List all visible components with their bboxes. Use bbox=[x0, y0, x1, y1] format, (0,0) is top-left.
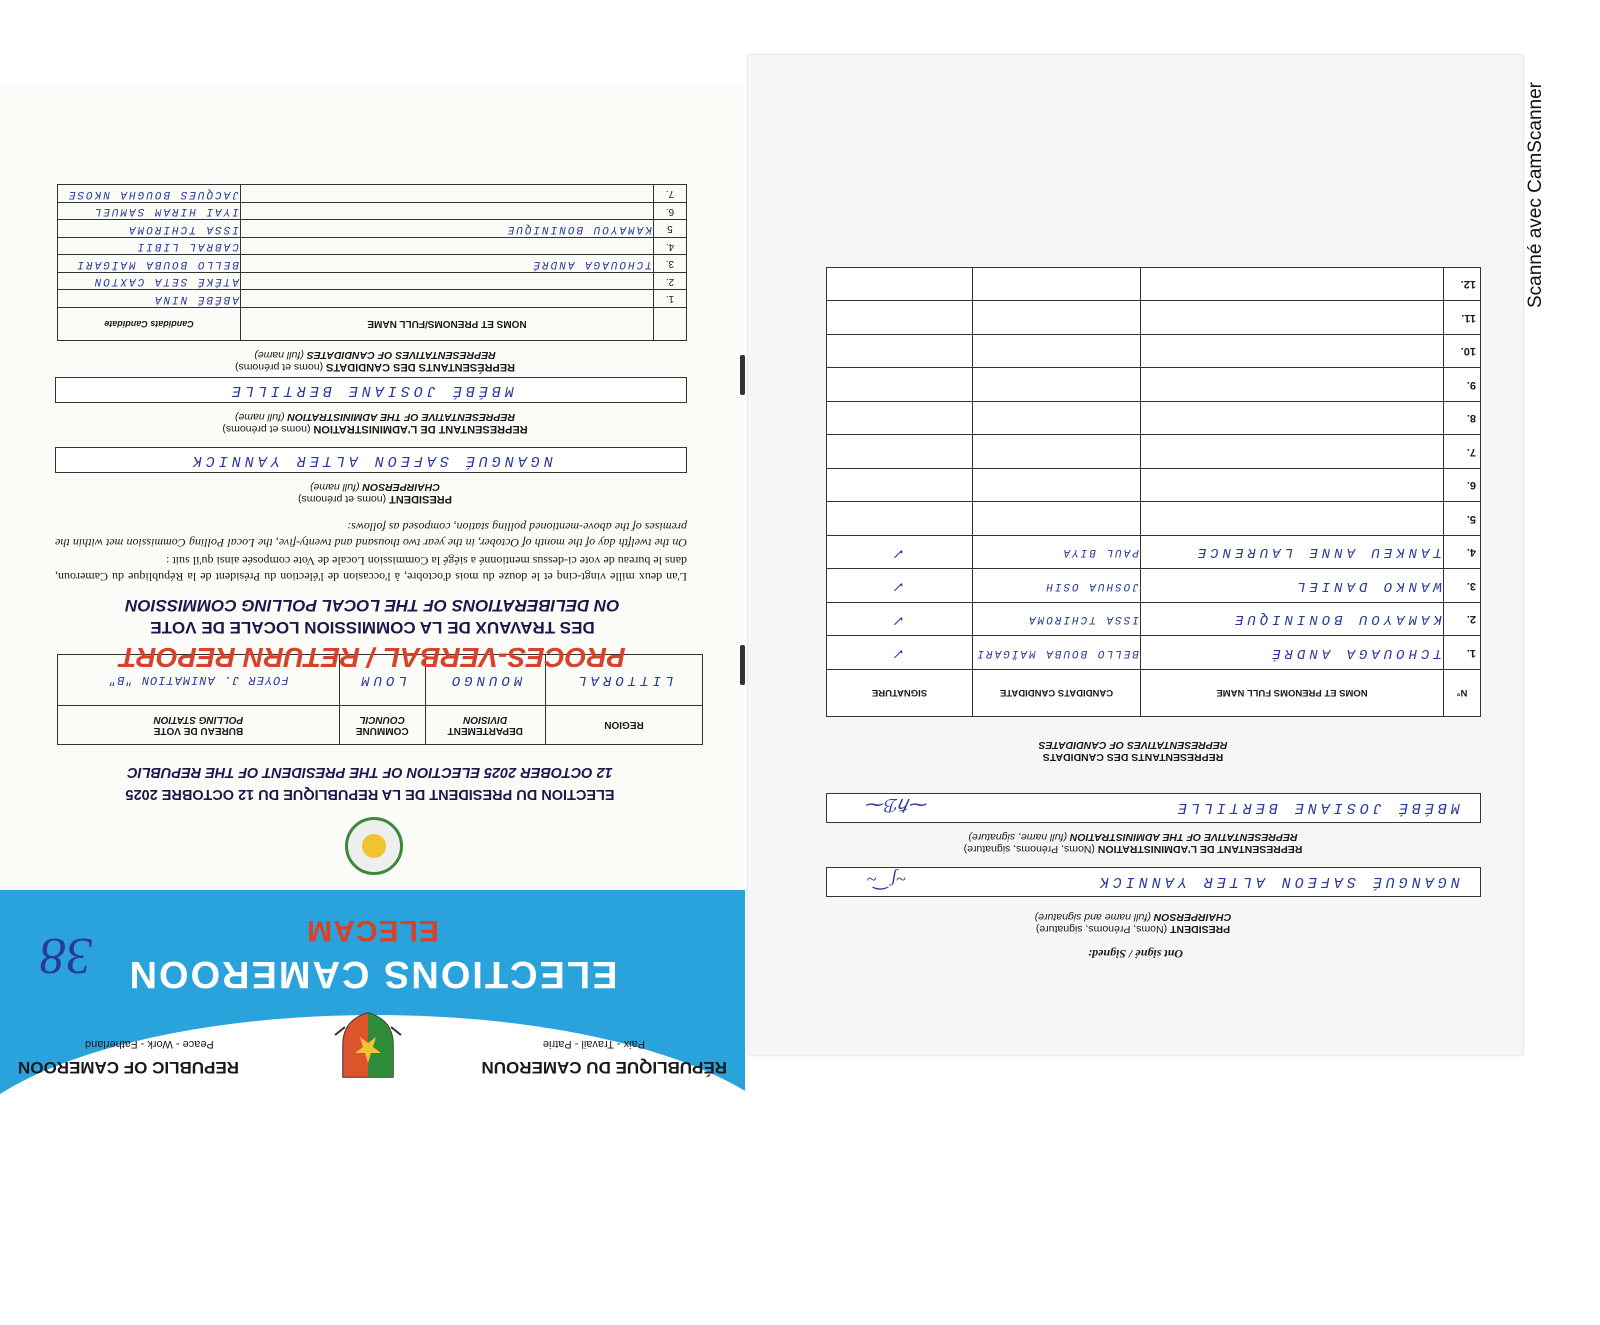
pv-subtitle-fr: DES TRAVAUX DE LA COMMISSION LOCALE DE VOTE bbox=[150, 618, 595, 637]
col-signature: SIGNATURE bbox=[827, 670, 973, 717]
table-row: 11. bbox=[827, 301, 1481, 335]
intro-fr: L'an deux mille vingt-cinq et le douze du mois d'octobre, à l'occasion de l'élection du Président de la République du Cameroun, dans le bureau de vote ci-dessus mentionné a siégé la Commission Locale de Vote composée ainsi qu'il suit : bbox=[55, 554, 687, 584]
value-polling-station: FOYER J. ANIMATION "B" bbox=[58, 655, 340, 706]
col-number: N° bbox=[1444, 670, 1481, 717]
candidates-signature-label: REPRESENTANTS DES CANDIDATS REPRESENTATIVES OF CANDIDATES bbox=[1038, 739, 1228, 763]
table-row: 7. bbox=[827, 435, 1481, 469]
president-signature-label: PRESIDENT (Noms, Prénoms, signature) CHAIRPERSON (full name and signature) bbox=[1034, 911, 1232, 935]
signature-icon: ✓ bbox=[827, 603, 973, 637]
table-row: 2. ATÉKÉ SETA CAXTON bbox=[58, 273, 687, 291]
signature-icon: ✓ bbox=[827, 536, 973, 570]
banner-title: ELECTIONS CAMEROON bbox=[127, 953, 618, 995]
coat-of-arms-icon bbox=[333, 1010, 403, 1085]
value-council: LOUM bbox=[339, 655, 425, 706]
col-candidate: Candidats Candidate bbox=[58, 308, 241, 341]
watermark-text: Scanné avec CamScanner bbox=[1525, 81, 1546, 308]
handwritten-number: 38 bbox=[40, 927, 92, 984]
left-page bbox=[0, 85, 745, 1095]
table-row: 4. TANKEU ANNE LAURENCE PAUL BIYA ✓ bbox=[827, 536, 1481, 570]
table-row: 6. IYAI HIRAM SAMUEL bbox=[58, 203, 687, 221]
table-row: 10. bbox=[827, 335, 1481, 369]
signed-label: Ont signé / Signed: bbox=[1088, 947, 1184, 961]
header-council: COMMUNE COUNCIL bbox=[339, 706, 425, 745]
candidates-label: REPRÉSENTANTS DES CANDIDATS (noms et prénoms) REPRESENTATIVES OF CANDIDATES (full name) bbox=[234, 349, 516, 373]
election-title bbox=[55, 761, 685, 805]
motto-fr: Paix - Travail - Patrie bbox=[542, 1038, 645, 1050]
admin-label: REPRESENTANT DE L'ADMINISTRATION (noms et prénoms) REPRESENTATIVE OF THE ADMINISTRATION (full name) bbox=[222, 411, 528, 435]
president-name: NGANGUÉ SAFEON ALTER YANNICK bbox=[55, 447, 687, 473]
signature-icon: ✓ bbox=[827, 569, 973, 603]
header-division: DEPARTEMENT DIVISION bbox=[425, 706, 545, 745]
col-candidate: CANDIDATS CANDIDATE bbox=[973, 670, 1141, 717]
pv-subtitle-en: ON DELIBERATIONS OF THE LOCAL POLLING COMMISSION bbox=[125, 596, 620, 615]
table-row: 3. TCHOUAGA ANDRÉ BELLO BOUBA MAÏGARI bbox=[58, 255, 687, 273]
binder-tab bbox=[740, 645, 745, 685]
president-signature-box bbox=[826, 867, 1481, 897]
header-region: REGION bbox=[545, 706, 702, 745]
table-row: 6. bbox=[827, 469, 1481, 503]
election-seal-icon bbox=[345, 817, 403, 875]
banner-subtitle: ELECAM bbox=[306, 914, 439, 947]
table-row: 9. bbox=[827, 368, 1481, 402]
president-label: PRESIDENT (noms et prénoms) CHAIRPERSON (full name) bbox=[298, 481, 453, 505]
table-row: 7. JACQUES BOUGHA NKOSE bbox=[58, 185, 687, 203]
election-title-fr: ELECTION DU PRESIDENT DE LA REPUBLIQUE DU 12 OCTOBRE 2025 bbox=[125, 786, 615, 802]
col-full-name: NOMS ET PRENOMS/FULL NAME bbox=[241, 308, 654, 341]
table-row: 5 KAMAYOU BONINIQUE ISSA TCHIROMA bbox=[58, 220, 687, 238]
value-region: LITTORAL bbox=[545, 655, 702, 706]
col-full-name: NOMS ET PRENOMS FULL NAME bbox=[1141, 670, 1444, 717]
header-polling-station: BUREAU DE VOTE POLLING STATION bbox=[58, 706, 340, 745]
admin-name: MBÉBÉ JOSIANE BERTILLE bbox=[55, 377, 687, 403]
table-row: 12. bbox=[827, 268, 1481, 302]
president-signature-icon: ~ʃ⁀~ bbox=[867, 869, 907, 889]
admin-signature-icon: ⁓ℏℬ⁓ bbox=[867, 795, 929, 815]
signature-icon: ✓ bbox=[827, 636, 973, 670]
table-row: 1. TCHOUAGA ANDRÉ BELLO BOUBA MAÏGARI ✓ bbox=[827, 636, 1481, 670]
election-title-en: 12 OCTOBER 2025 ELECTION OF THE PRESIDENT OF THE REPUBLIC bbox=[127, 764, 613, 780]
right-page bbox=[748, 55, 1523, 1055]
value-division: MOUNGO bbox=[425, 655, 545, 706]
binder-tab bbox=[740, 355, 745, 395]
table-row: 1. ABÉBÉ NINA bbox=[58, 290, 687, 308]
republic-fr: RÉPUBLIQUE DU CAMEROUN bbox=[481, 1058, 727, 1077]
col-num bbox=[654, 308, 687, 341]
candidate-representatives-table bbox=[826, 267, 1481, 717]
admin-signature-box bbox=[826, 793, 1481, 823]
admin-signed-name: MBÉBÉ JOSIANE BERTILLE bbox=[1173, 799, 1460, 816]
table-row: 3. WANKO DANIEL JOSHUA OSIH ✓ bbox=[827, 569, 1481, 603]
intro-en: On the twelfth day of the month of October, in the year two thousand and twenty-five, the Local Polling Commission met within the premises of the above-mentioned polling station, composed as follows: bbox=[55, 520, 687, 550]
republic-en: REPUBLIC OF CAMEROON bbox=[18, 1058, 239, 1077]
table-row: 2. KAMAYOU BONINIQUE ISSA TCHIROMA ✓ bbox=[827, 603, 1481, 637]
table-row: 8. bbox=[827, 402, 1481, 436]
intro-paragraph bbox=[55, 519, 687, 585]
candidates-table bbox=[57, 185, 687, 342]
motto-en: Peace - Work - Fatherland bbox=[85, 1038, 214, 1050]
table-row: 5. bbox=[827, 502, 1481, 536]
president-signed-name: NGANGUÉ SAFEON ALTER YANNICK bbox=[1095, 873, 1460, 890]
admin-signature-label: REPRESENTANT DE L'ADMINISTRATION (Noms, Prénoms, signature) REPRESENTATIVE OF THE ADMINISTRATION (full name, signature) bbox=[963, 831, 1303, 855]
table-row: 4. CABRAL LIBII bbox=[58, 238, 687, 256]
pv-title: PROCES-VERBAL / RETURN REPORT bbox=[119, 642, 626, 673]
